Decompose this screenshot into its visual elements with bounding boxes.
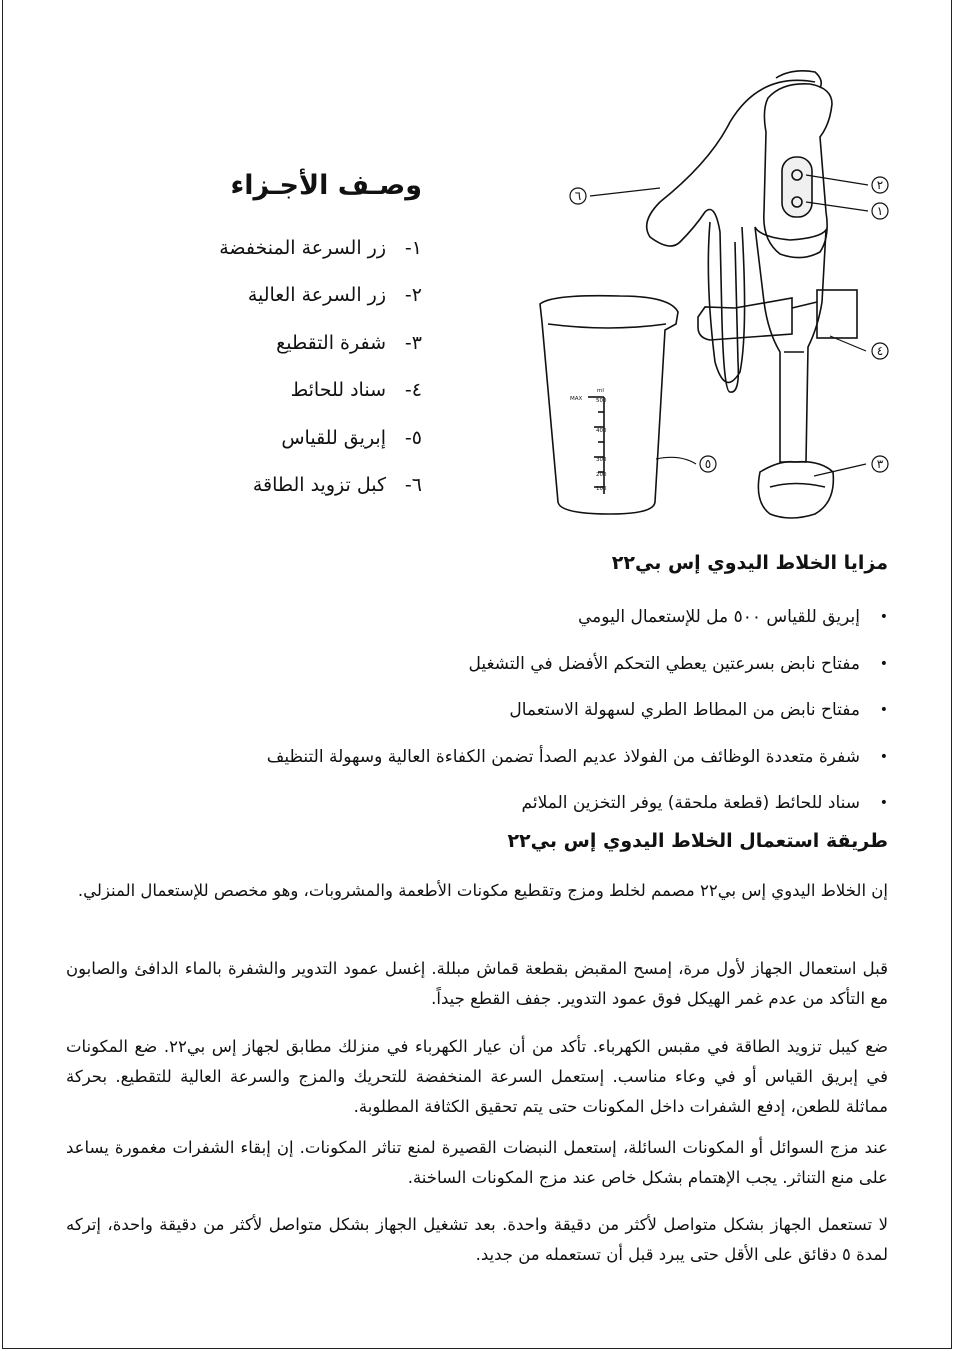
jug-mark-500: 500 bbox=[596, 398, 607, 404]
list-item bbox=[122, 224, 422, 272]
callout-3: ٣ bbox=[876, 457, 884, 471]
usage-title: طريقة استعمال الخلاط اليدوي إس بي٢٢ bbox=[507, 830, 888, 852]
item-number: ٥- bbox=[404, 426, 422, 449]
item-label: شفرة التقطيع bbox=[276, 331, 386, 354]
item-label: كبل تزويد الطاقة bbox=[252, 474, 386, 497]
jug-mark-unit: ml bbox=[597, 388, 604, 394]
parts-title: وصـف الأجـزاء bbox=[230, 170, 422, 201]
bullet-icon: • bbox=[879, 702, 888, 719]
list-item bbox=[88, 641, 888, 688]
list-item bbox=[88, 780, 888, 827]
item-number: ٦- bbox=[404, 474, 422, 497]
usage-paragraph: لا تستعمل الجهاز بشكل متواصل لأكثر من دقيقة واحدة. بعد تشغيل الجهاز بشكل متواصل لأكثر من دقيقة واحدة، إتركه لمدة ٥ دقائق على الأقل حتى يبرد قبل أن تستعمله من جديد. bbox=[66, 1215, 888, 1264]
callout-1: ١ bbox=[876, 204, 884, 218]
usage-paragraph: ضع كيبل تزويد الطاقة في مقبس الكهرباء. تأكد من أن عيار الكهرباء في منزلك مطابق لجهاز إس بي٢٢. ضع المكونات في إبريق القياس أو في وعاء مناسب. إستعمل السرعة المنخفضة للتحريك والمزج والسرعة العالية للتقطيع. بحركة مماثلة للطعن، إدفع الشفرات داخل المكونات حتى يتم تحقيق الكثافة المطلوبة. bbox=[66, 1037, 889, 1116]
item-label: زر السرعة المنخفضة bbox=[219, 236, 386, 259]
blender-body-icon bbox=[755, 71, 833, 518]
bullet-icon: • bbox=[879, 609, 888, 626]
features-list bbox=[88, 594, 888, 827]
bullet-icon: • bbox=[879, 748, 888, 765]
blender-illustration bbox=[530, 62, 910, 532]
callout-2: ٢ bbox=[876, 178, 884, 192]
list-item bbox=[88, 734, 888, 781]
item-label: إبريق للقياس bbox=[281, 426, 386, 449]
usage-paragraph: قبل استعمال الجهاز لأول مرة، إمسح المقبض بقطعة قماش مبللة. إغسل عمود التدوير والشفرة بالماء الدافئ والصابون مع التأكد من عدم غمر الهيكل فوق عمود التدوير. جفف القطع جيداً. bbox=[66, 959, 888, 1008]
callout-6: ٦ bbox=[574, 189, 582, 203]
feature-text: مفتاح نابض من المطاط الطري لسهولة الاستعمال bbox=[509, 700, 860, 721]
parts-list bbox=[122, 224, 422, 509]
list-item bbox=[122, 414, 422, 462]
usage-paragraph: عند مزج السوائل أو المكونات السائلة، إستعمل النبضات القصيرة لمنع تناثر المكونات. إن إبقاء الشفرات مغمورة يساعد على منع التناثر. يجب الإهتمام بشكل خاص عند مزج المكونات الساخنة. bbox=[66, 1138, 888, 1187]
power-cable-icon bbox=[647, 80, 815, 392]
item-number: ٤- bbox=[404, 379, 422, 402]
callout-4: ٤ bbox=[876, 344, 884, 358]
item-number: ٣- bbox=[404, 331, 422, 354]
feature-text: سناد للحائط (قطعة ملحقة) يوفر التخزين الملائم bbox=[521, 793, 860, 814]
features-title: مزايا الخلاط اليدوي إس بي٢٢ bbox=[611, 552, 888, 574]
callout-5: ٥ bbox=[704, 457, 712, 471]
jug-mark-200: 200 bbox=[596, 472, 607, 478]
jug-mark-100: 100 bbox=[596, 486, 607, 492]
list-item bbox=[88, 594, 888, 641]
bullet-icon: • bbox=[879, 655, 888, 672]
jug-mark-400: 400 bbox=[596, 428, 607, 434]
item-number: ١- bbox=[404, 236, 422, 259]
measuring-jug-icon bbox=[540, 296, 678, 514]
feature-text: مفتاح نابض بسرعتين يعطي التحكم الأفضل في التشغيل bbox=[468, 653, 860, 674]
jug-mark-max: MAX bbox=[570, 396, 583, 402]
list-item bbox=[122, 272, 422, 320]
feature-text: شفرة متعددة الوظائف من الفولاذ عديم الصدأ تضمن الكفاءة العالية وسهولة التنظيف bbox=[266, 746, 860, 767]
list-item bbox=[122, 367, 422, 415]
list-item bbox=[88, 687, 888, 734]
item-label: زر السرعة العالية bbox=[247, 284, 386, 307]
usage-paragraph: إن الخلاط اليدوي إس بي٢٢ مصمم لخلط ومزج وتقطيع مكونات الأطعمة والمشروبات، وهو مخصص للإستعمال المنزلي. bbox=[77, 881, 888, 900]
list-item bbox=[122, 319, 422, 367]
jug-mark-300: 300 bbox=[596, 457, 607, 463]
item-label: سناد للحائط bbox=[290, 379, 386, 402]
list-item bbox=[122, 462, 422, 510]
item-number: ٢- bbox=[404, 284, 422, 307]
feature-text: إبريق للقياس ٥٠٠ مل للإستعمال اليومي bbox=[578, 607, 860, 628]
bullet-icon: • bbox=[879, 795, 888, 812]
